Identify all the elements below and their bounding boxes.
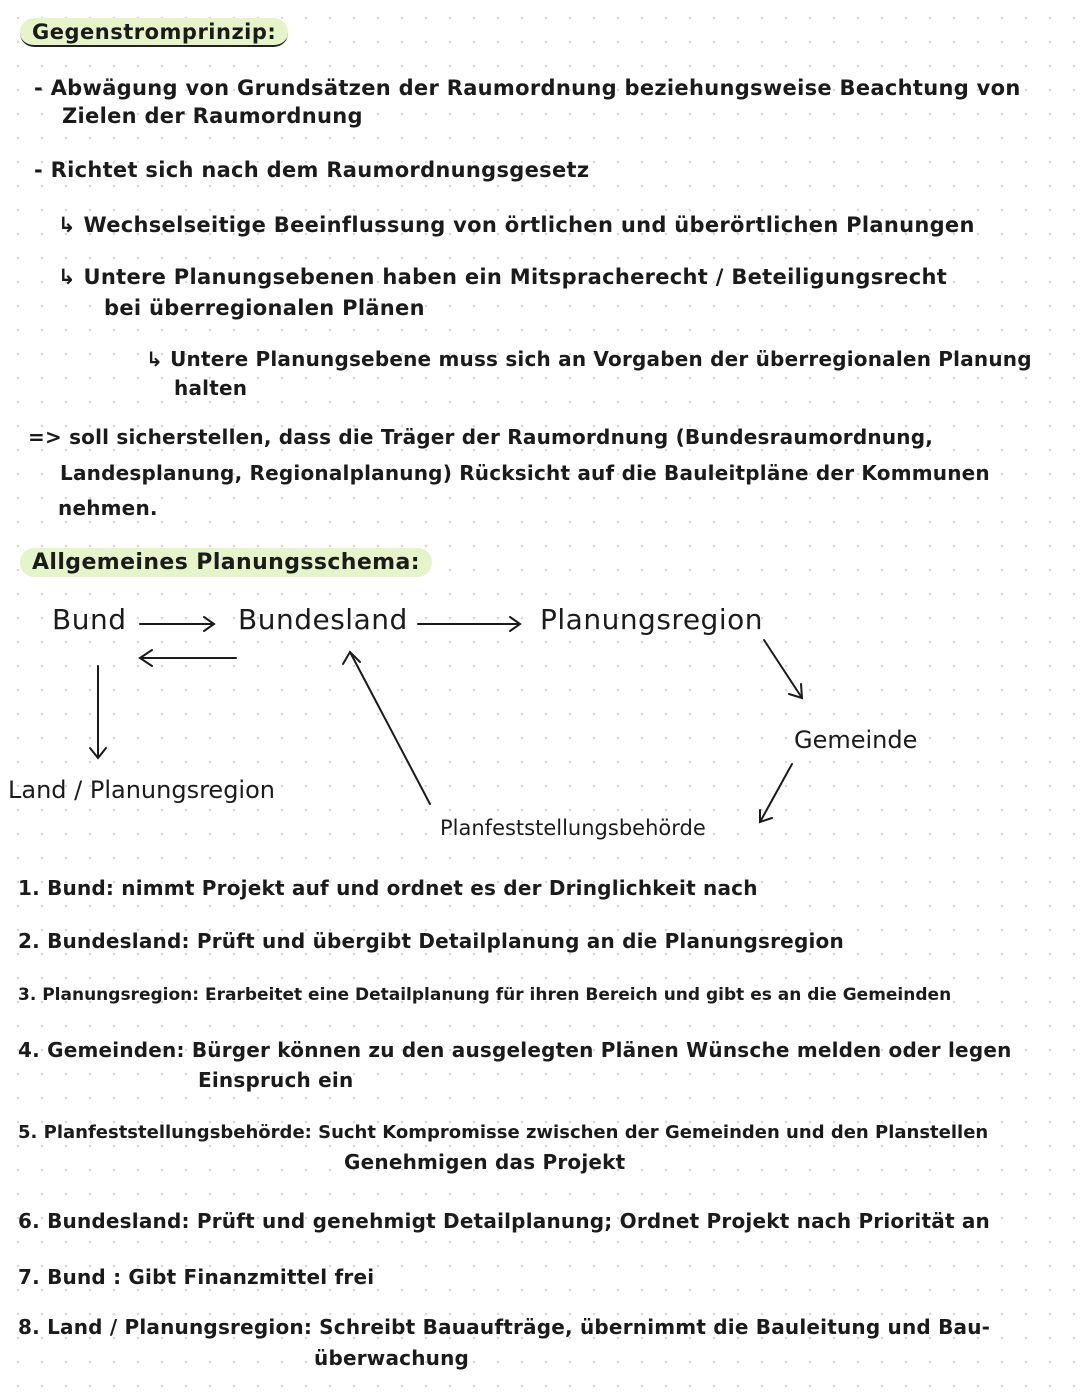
- step-3: 3. Planungsregion: Erarbeitet eine Detailplanung für ihren Bereich und gibt es an die Gemeinden: [18, 985, 952, 1005]
- node-bund: Bund: [52, 603, 127, 636]
- section-heading-planungsschema: Allgemeines Planungsschema:: [20, 548, 432, 577]
- sub-mitspracherecht-cont: bei überregionalen Plänen: [104, 296, 425, 320]
- bullet-abwaegung: - Abwägung von Grundsätzen der Raumordnung beziehungsweise Beachtung von: [34, 76, 1021, 100]
- sub-vorgaben-cont: halten: [174, 376, 248, 400]
- sub-wechselseitige-beeinflussung: ↳ Wechselseitige Beeinflussung von örtlichen und überörtlichen Planungen: [58, 213, 975, 237]
- step-7: 7. Bund : Gibt Finanzmittel frei: [18, 1265, 375, 1289]
- sub-mitspracherecht: ↳ Untere Planungsebenen haben ein Mitspracherecht / Beteiligungsrecht: [58, 265, 948, 289]
- node-bundesland: Bundesland: [238, 603, 408, 636]
- step-5: 5. Planfeststellungsbehörde: Sucht Kompromisse zwischen der Gemeinden und den Planstellen: [18, 1122, 989, 1143]
- arrowhead-planfest-to-bundesland: [343, 652, 360, 664]
- step-1: 1. Bund: nimmt Projekt auf und ordnet es der Dringlichkeit nach: [18, 876, 758, 900]
- step-8-cont: überwachung: [314, 1346, 470, 1370]
- step-4: 4. Gemeinden: Bürger können zu den ausgelegten Plänen Wünsche melden oder legen: [18, 1038, 1012, 1062]
- node-planfeststellungsbehoerde: Planfeststellungsbehörde: [440, 816, 706, 840]
- step-2: 2. Bundesland: Prüft und übergibt Detailplanung an die Planungsregion: [18, 929, 844, 953]
- step-5-cont: Genehmigen das Projekt: [344, 1150, 626, 1174]
- section-heading-gegenstromprinzip: Gegenstromprinzip:: [20, 18, 288, 47]
- arrow-planfest-to-bundesland: [350, 652, 430, 804]
- node-gemeinde: Gemeinde: [794, 726, 918, 754]
- arrow-planungsregion-to-gemeinde: [764, 640, 802, 698]
- step-8: 8. Land / Planungsregion: Schreibt Bauaufträge, übernimmt die Bauleitung und Bau-: [18, 1315, 991, 1339]
- bullet-abwaegung-cont: Zielen der Raumordnung: [62, 104, 363, 128]
- conclusion-line-2: Landesplanung, Regionalplanung) Rücksicht auf die Bauleitpläne der Kommunen: [60, 461, 990, 485]
- bullet-raumordnungsgesetz: - Richtet sich nach dem Raumordnungsgesetz: [34, 158, 590, 182]
- conclusion-line-1: => soll sicherstellen, dass die Träger der Raumordnung (Bundesraumordnung,: [28, 425, 934, 449]
- step-6: 6. Bundesland: Prüft und genehmigt Detailplanung; Ordnet Projekt nach Priorität an: [18, 1209, 990, 1233]
- sub-vorgaben: ↳ Untere Planungsebene muss sich an Vorgaben der überregionalen Planung: [146, 347, 1032, 371]
- conclusion-line-3: nehmen.: [58, 496, 158, 520]
- arrow-gemeinde-to-planfest: [760, 764, 792, 822]
- node-planungsregion: Planungsregion: [540, 603, 763, 636]
- step-4-cont: Einspruch ein: [198, 1068, 354, 1092]
- node-land-planungsregion: Land / Planungsregion: [8, 776, 275, 804]
